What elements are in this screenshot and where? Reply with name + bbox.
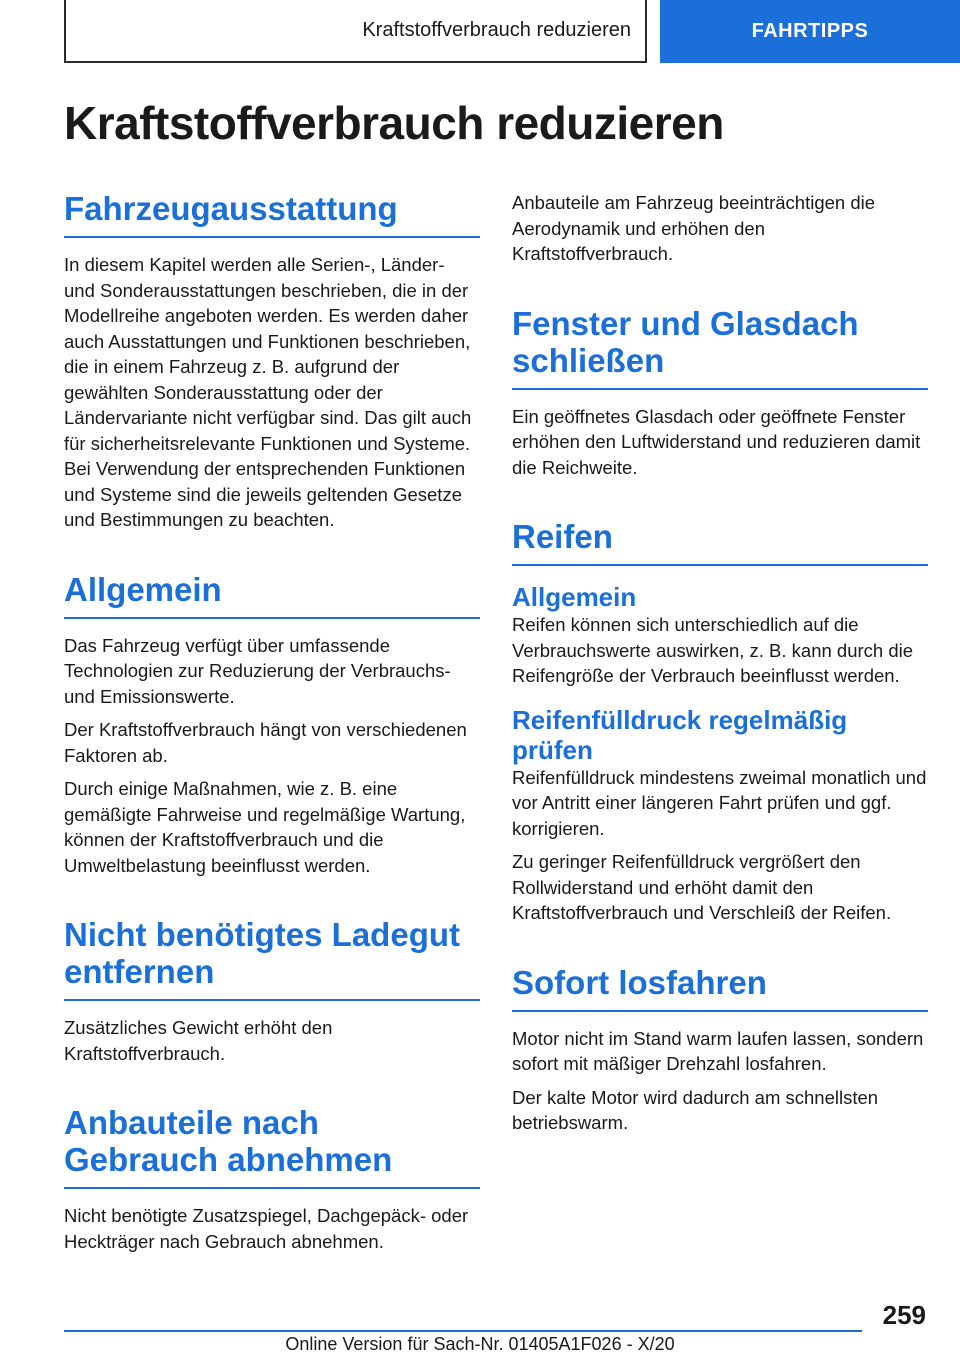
left-column (64, 190, 480, 1254)
paragraph: Der kalte Motor wird dadurch am schnellsten betriebswarm. (512, 1086, 879, 1133)
header-chapter-tab[interactable]: FAHRTIPPS (660, 0, 960, 63)
right-column (512, 190, 928, 1136)
footer-online-version: Online Version für Sach-Nr. 01405A1F026 - X/20 (285, 1334, 675, 1354)
heading-fenster-glasdach: Fenster und Glasdach schließen (512, 305, 928, 390)
heading-reifen: Reifen (512, 518, 928, 566)
subheading-allgemein: Allgemein (512, 582, 637, 612)
page-number: 259 (882, 1300, 926, 1330)
footer-divider (64, 1330, 862, 1332)
heading-anbauteile: Anbauteile nach Gebrauch abnehmen (64, 1104, 480, 1189)
paragraph: Zu geringer Reifenfülldruck vergrößert den Rollwiderstand und erhöht damit den Kraftstoffverbrauch und Verschleiß der Reifen. (512, 851, 892, 923)
paragraph: Der Kraftstoffverbrauch hängt von verschiedenen Faktoren ab. (64, 719, 467, 766)
paragraph: Ein geöffnetes Glasdach oder geöffnete Fenster erhöhen den Luftwiderstand und reduzieren damit die Reichweite. (512, 405, 921, 478)
page-title: Kraftstoffverbrauch reduzieren (64, 97, 724, 149)
paragraph: Motor nicht im Stand warm laufen lassen, sondern sofort mit mäßiger Drehzahl losfahren. (512, 1027, 924, 1074)
heading-ladegut: Nicht benötigtes Ladegut entfernen (64, 916, 480, 1001)
paragraph: Durch einige Maßnahmen, wie z. B. eine gemäßigte Fahrweise und regelmäßige Wartung, können der Kraftstoffverbrauch und die Umweltbelastung beeinflusst werden. (64, 778, 466, 876)
subheading-reifenfuelldruck: Reifenfülldruck regelmäßig prüfen (512, 704, 848, 765)
paragraph: Zusätzliches Gewicht erhöht den Kraftstoffverbrauch. (64, 1017, 333, 1064)
heading-allgemein: Allgemein (64, 571, 480, 619)
heading-fahrzeugausstattung: Fahrzeugausstattung (64, 190, 480, 238)
paragraph: In diesem Kapitel werden alle Serien-, Länder- und Sonderausstattungen beschrieben, die in der Modellreihe angeboten werden. Es werden daher auch Ausstattungen und Funktionen beschrieben, die in einem Fahrzeug z. B. aufgrund der gewählten Sonderausstattung oder der Ländervariante nicht verfügbar sind. Das gilt auch für sicherheitsrelevante Funktionen und Systeme. Bei Verwendung der entsprechenden Funktionen und Systeme sind die jeweils geltenden Gesetze und Bestimmungen zu beachten. (64, 254, 472, 530)
paragraph: Nicht benötigte Zusatzspiegel, Dachgepäck- oder Heckträger nach Gebrauch abnehmen. (64, 1205, 469, 1252)
paragraph: Das Fahrzeug verfügt über umfassende Technologien zur Reduzierung der Verbrauchs- und Emissionswerte. (64, 634, 451, 707)
header-section-title: Kraftstoffverbrauch reduzieren (64, 0, 647, 63)
paragraph: Anbauteile am Fahrzeug beeinträchtigen die Aerodynamik und erhöhen den Kraftstoffverbrauch. (512, 192, 876, 264)
paragraph: Reifen können sich unterschiedlich auf die Verbrauchswerte auswirken, z. B. kann durch die Reifengröße der Verbrauch beeinflusst werden. (512, 614, 914, 686)
paragraph: Reifenfülldruck mindestens zweimal monatlich und vor Antritt einer längeren Fahrt prüfen und ggf. korrigieren. (512, 766, 927, 839)
heading-sofort-losfahren: Sofort losfahren (512, 964, 928, 1012)
